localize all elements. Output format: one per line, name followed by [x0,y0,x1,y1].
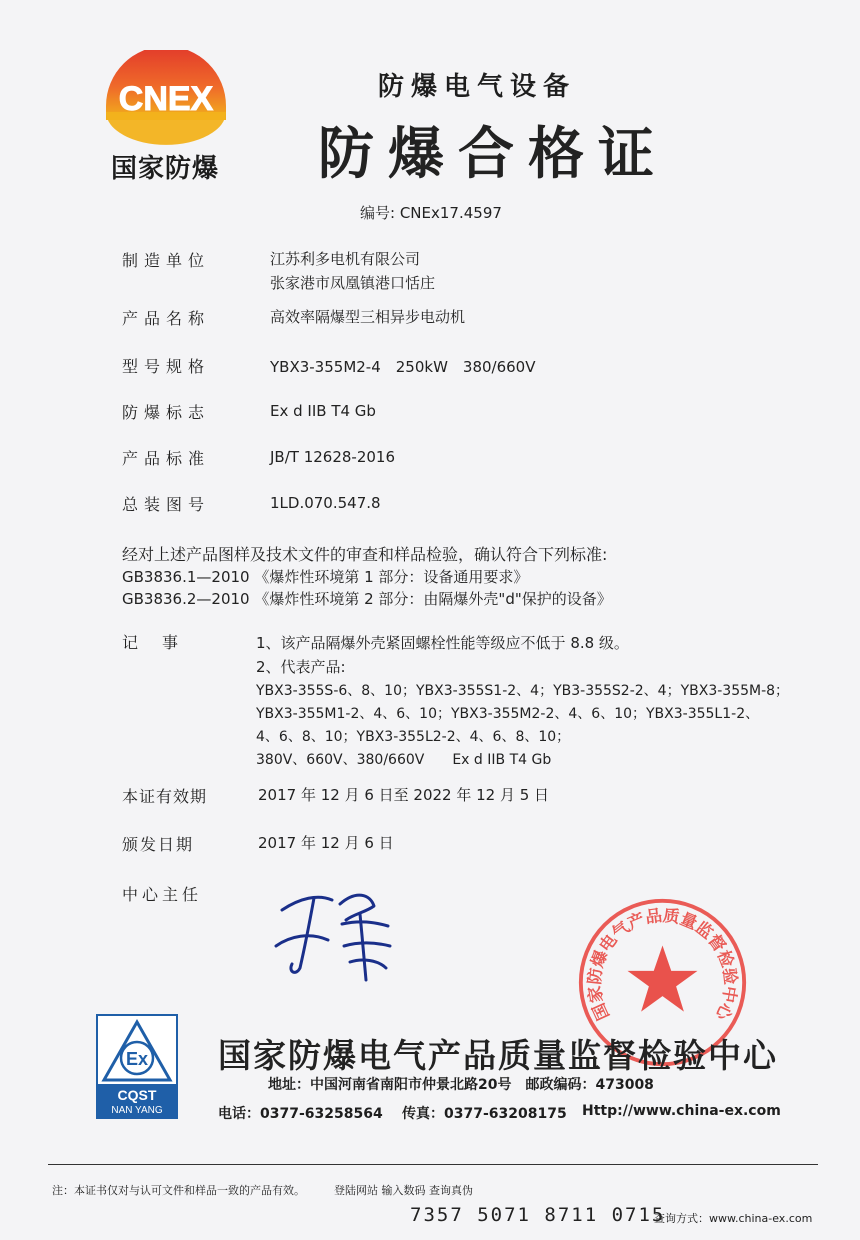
note-line-4: YBX3-355M1-2、4、6、10；YBX3-355M2-2、4、6、10；YBX3-355L1-2、 [256,706,760,722]
standard-2: GB3836.2—2010 《爆炸性环境第 2 部分：由隔爆外壳"d"保护的设备》 [122,590,612,608]
standard-1: GB3836.1—2010 《爆炸性环境第 1 部分：设备通用要求》 [122,568,529,586]
validity-label: 本证有效期 [122,787,208,806]
logo-brand: CNEX [118,80,214,118]
ex-city: NAN YANG [111,1105,163,1116]
note-line-6: 380V、660V、380/660V Ex d IIB T4 Gb [256,752,552,768]
drawing-no-label: 总装图号 [122,495,211,514]
certificate-number: 编号: CNEx17.4597 [360,204,502,222]
standard-value: JB/T 12628-2016 [270,448,396,466]
ex-mark-value: Ex d IIB T4 Gb [270,402,376,420]
document-subtitle: 防爆电气设备 [378,72,577,102]
product-name-value: 高效率隔爆型三相异步电动机 [270,308,466,326]
director-label: 中心主任 [122,885,203,904]
ex-mark-label: 防爆标志 [122,403,211,422]
validity-value: 2017 年 12 月 6 日至 2022 年 12 月 5 日 [258,786,550,804]
standard-label: 产品标准 [122,449,211,468]
note-line-1: 1、该产品隔爆外壳紧固螺栓性能等级应不低于 8.8 级。 [256,634,629,652]
statement-intro: 经对上述产品图样及技术文件的审查和样品检验，确认符合下列标准: [122,545,608,564]
document-title: 防爆合格证 [318,121,668,187]
footer-verify: 登陆网站 输入数码 查询真伪 [334,1184,473,1197]
note-line-3: YBX3-355S-6、8、10；YBX3-355S1-2、4；YB3-355S2-2、4；YBX3-355M-8； [256,683,790,699]
manufacturer-address: 张家港市凤凰镇港口恬庄 [270,274,436,292]
logo-caption: 国家防爆 [110,154,219,184]
footer-note: 注：本证书仅对与认可文件和样品一致的产品有效。 [52,1184,305,1197]
product-name-label: 产品名称 [122,309,211,328]
model-value: YBX3-355M2-4 250kW 380/660V [270,358,536,376]
notes-label: 记 事 [122,633,183,652]
ex-org: CQST [117,1087,157,1103]
cqst-logo [96,1014,178,1119]
note-line-5: 4、6、8、10；YBX3-355L2-2、4、6、8、10； [256,729,571,745]
footer-divider [48,1164,818,1165]
director-signature [270,880,400,990]
center-address: 地址：中国河南省南阳市仲景北路20号 邮政编码：473008 [268,1077,654,1093]
verification-serial: 7357 5071 8711 0715 [410,1204,666,1226]
note-line-2: 2、代表产品: [256,658,346,676]
footer-query: 查询方式：www.china-ex.com [654,1212,813,1225]
issue-date-value: 2017 年 12 月 6 日 [258,834,394,852]
center-website: Http://www.china-ex.com [582,1103,781,1119]
ex-symbol: Ex [125,1049,149,1069]
manufacturer-label: 制造单位 [122,251,211,270]
issuing-center-name: 国家防爆电气产品质量监督检验中心 [218,1036,778,1075]
seal-text: 国家防爆电气产品质量监督检验中心 [584,905,741,1024]
manufacturer-name: 江苏利多电机有限公司 [270,250,421,268]
model-label: 型号规格 [122,357,211,376]
issue-date-label: 颁发日期 [122,835,195,854]
drawing-no-value: 1LD.070.547.8 [270,494,381,512]
center-phone: 电话：0377-63258564 [218,1106,383,1122]
center-fax: 传真：0377-63208175 [402,1106,567,1122]
